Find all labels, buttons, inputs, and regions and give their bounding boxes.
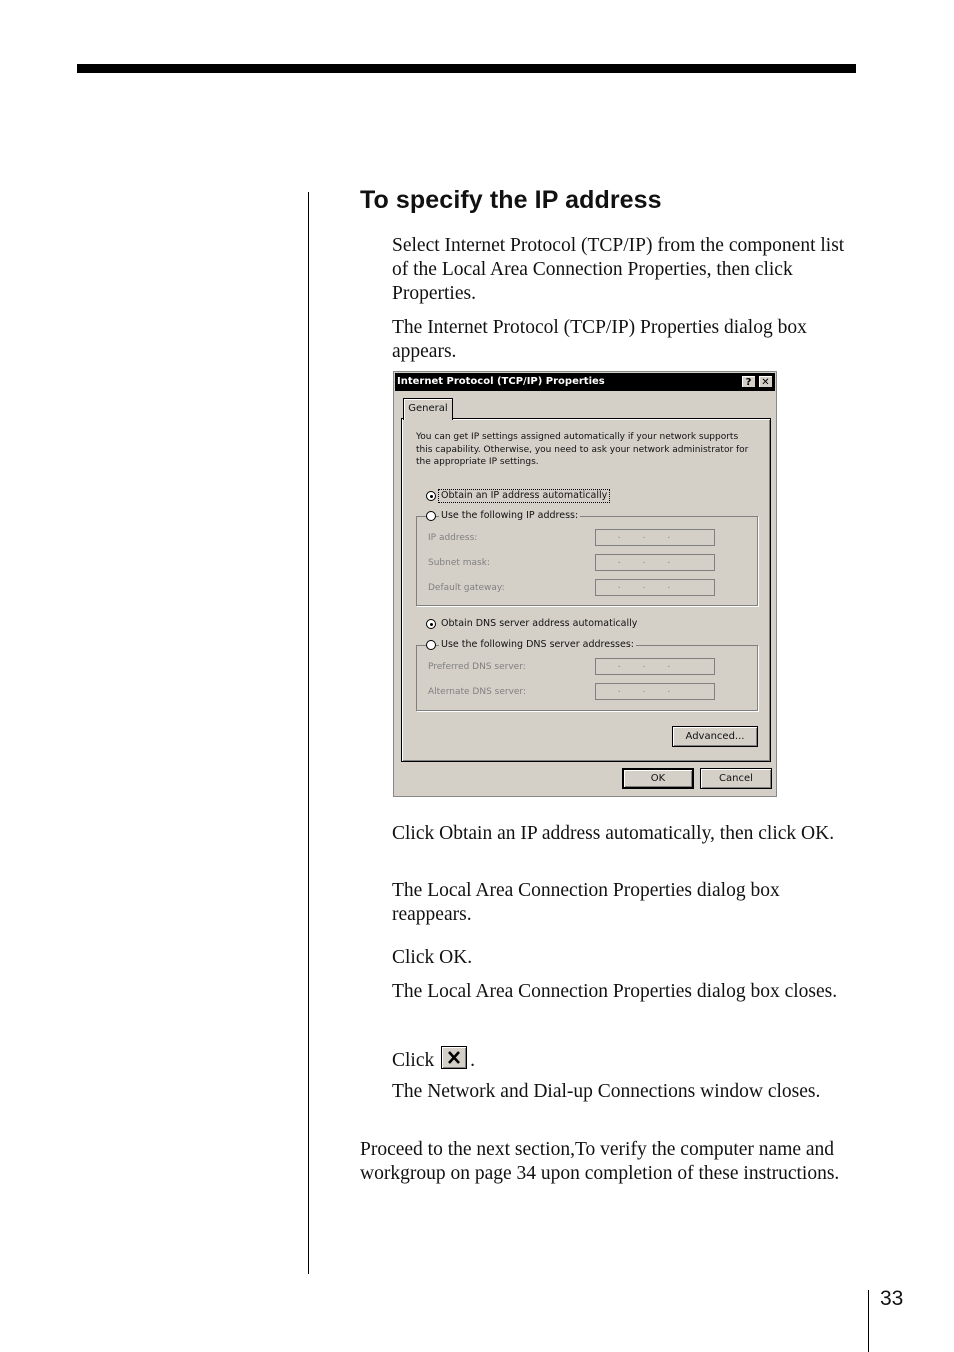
step-4-suffix: . xyxy=(470,1050,475,1071)
obtain-dns-radio[interactable] xyxy=(426,619,436,629)
tcpip-properties-dialog xyxy=(393,371,777,797)
default-gateway-field[interactable]: ... xyxy=(595,579,715,596)
subnet-mask-label: Subnet mask: xyxy=(428,558,490,568)
page-number-rule xyxy=(868,1290,869,1352)
step-4-prefix: Click xyxy=(392,1050,435,1071)
advanced-button[interactable]: Advanced... xyxy=(672,726,758,747)
step-2: Click Obtain an IP address automatically, then click OK. xyxy=(392,823,835,844)
margin-rule xyxy=(308,192,309,1274)
cancel-button[interactable]: Cancel xyxy=(700,768,772,789)
ok-button[interactable]: OK xyxy=(622,768,694,789)
result-1: The Internet Protocol (TCP/IP) Properties dialog box appears. xyxy=(392,317,807,362)
close-button[interactable]: ✕ xyxy=(758,375,773,388)
dns-group xyxy=(416,645,758,711)
alternate-dns-label: Alternate DNS server: xyxy=(428,687,527,697)
obtain-dns-label[interactable]: Obtain DNS server address automatically xyxy=(441,618,638,629)
preferred-dns-label: Preferred DNS server: xyxy=(428,662,526,672)
result-2: The Local Area Connection Properties dialog box reappears. xyxy=(392,880,780,925)
result-4: The Network and Dial-up Connections window closes. xyxy=(392,1081,821,1102)
use-dns-radio[interactable] xyxy=(426,640,436,650)
section-heading: To specify the IP address xyxy=(360,186,662,214)
step-1: Select Internet Protocol (TCP/IP) from the component list of the Local Area Connection Properties, then click Properties. xyxy=(392,235,845,304)
default-gateway-label: Default gateway: xyxy=(428,583,505,593)
alternate-dns-field[interactable]: ... xyxy=(595,683,715,700)
result-3: The Local Area Connection Properties dialog box closes. xyxy=(392,981,838,1002)
dialog-description: You can get IP settings assigned automatically if your network supports this capability. Otherwise, you need to ask your network administrator for the appropriate IP settings. xyxy=(416,432,749,467)
dialog-title: Internet Protocol (TCP/IP) Properties xyxy=(397,376,605,387)
dialog-titlebar xyxy=(395,373,775,391)
obtain-ip-label[interactable]: Obtain an IP address automatically xyxy=(441,490,608,501)
obtain-ip-radio[interactable] xyxy=(426,491,436,501)
page-number: 33 xyxy=(880,1287,904,1310)
close-icon xyxy=(441,1046,467,1069)
use-ip-label[interactable]: Use the following IP address: xyxy=(441,510,579,521)
use-ip-radio[interactable] xyxy=(426,511,436,521)
step-4 xyxy=(392,1046,852,1073)
ip-address-field[interactable]: ... xyxy=(595,529,715,546)
closing-paragraph: Proceed to the next section,To verify the computer name and workgroup on page 34 upon completion of these instructions. xyxy=(360,1139,840,1184)
help-button[interactable]: ? xyxy=(741,375,756,388)
top-rule xyxy=(77,64,856,73)
subnet-mask-field[interactable]: ... xyxy=(595,554,715,571)
ip-address-label: IP address: xyxy=(428,533,478,543)
use-dns-label[interactable]: Use the following DNS server addresses: xyxy=(441,639,634,650)
step-3: Click OK. xyxy=(392,947,473,968)
preferred-dns-field[interactable]: ... xyxy=(595,658,715,675)
tab-general[interactable]: General xyxy=(403,398,453,420)
